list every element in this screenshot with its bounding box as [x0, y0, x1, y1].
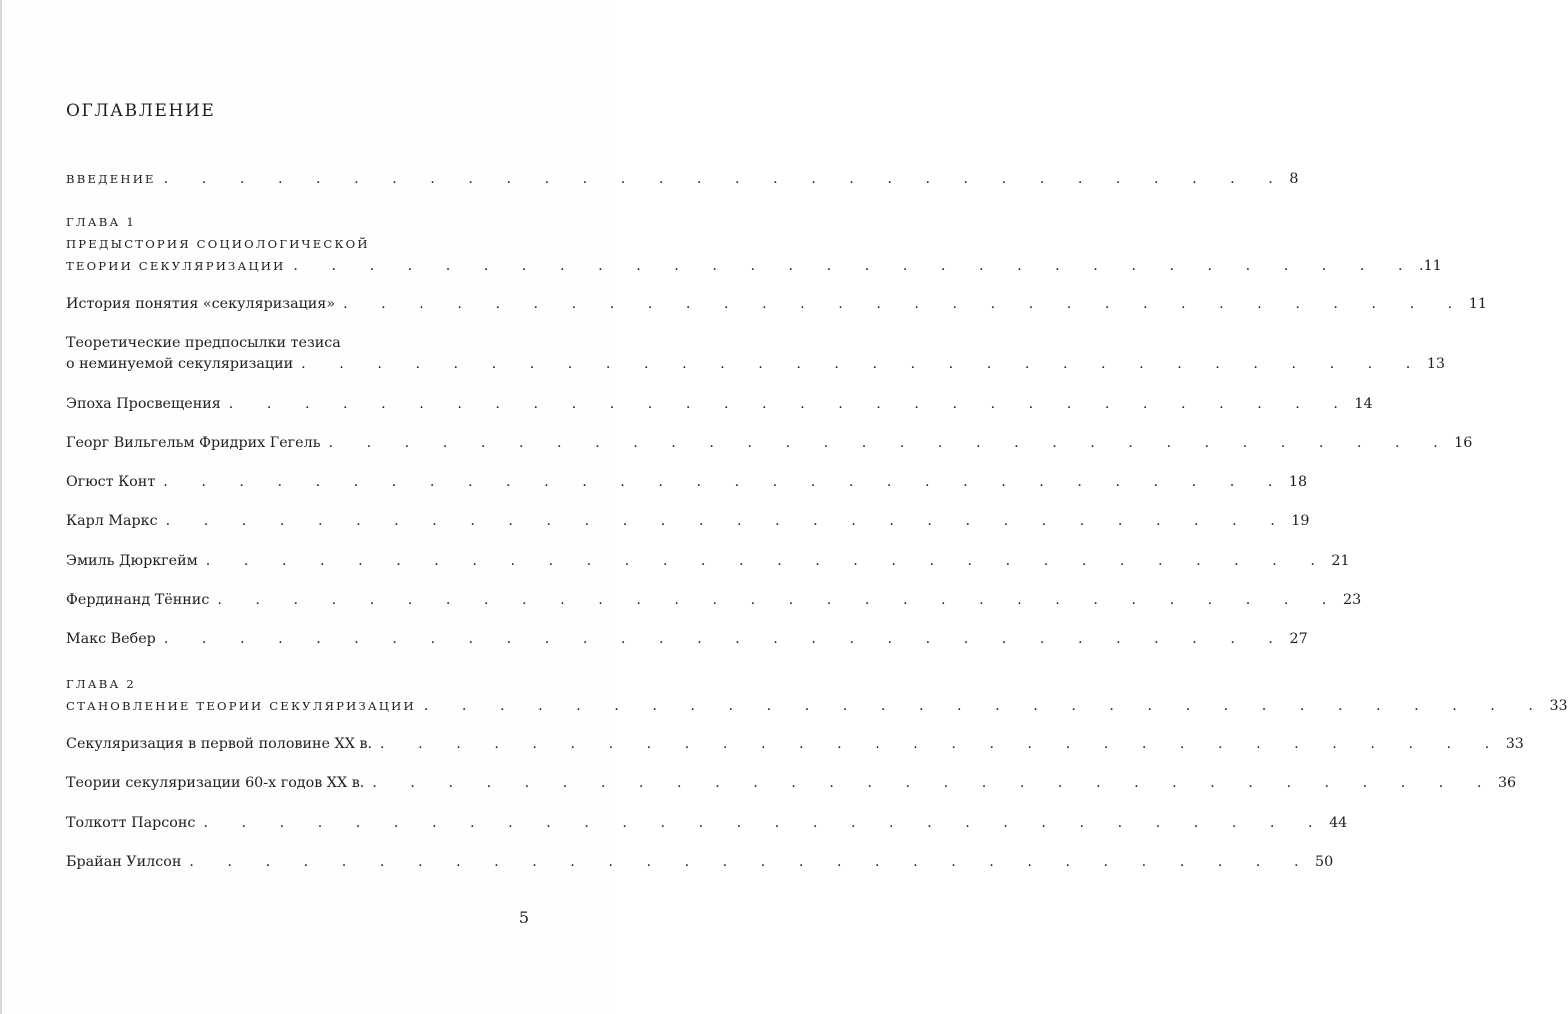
toc-entry-title: ВВЕДЕНИЕ	[66, 172, 156, 186]
toc-entry-title: Карл Маркс	[66, 513, 158, 529]
chapter-label: ГЛАВА 2	[66, 677, 136, 691]
chapter-title-line: СТАНОВЛЕНИЕ ТЕОРИИ СЕКУЛЯРИЗАЦИИ	[66, 699, 416, 713]
dot-leader: . . . . . . . . . . . . . . . . . . . . . . . . . . . . . .	[163, 631, 1288, 647]
toc-entry[interactable]	[66, 511, 1310, 532]
toc-entry-title: о неминуемой секуляризации	[66, 356, 294, 372]
toc-entry-title: Толкотт Парсонс	[66, 815, 196, 831]
toc-entry-title: Эпоха Просвещения	[66, 396, 221, 412]
toc-entry[interactable]	[66, 333, 1446, 375]
toc-entry-title: Брайан Уилсон	[66, 854, 182, 870]
toc-entry[interactable]	[66, 813, 1348, 834]
toc-page-number: 16	[1454, 435, 1473, 451]
dot-leader: . . . . . . . . . . . . . . . . . . . . . . . . . . . . . .	[423, 698, 1548, 714]
dot-leader: . . . . . . . . . . . . . . . . . . . . . . . . . . . . . .	[372, 775, 1496, 791]
dot-leader: . . . . . . . . . . . . . . . . . . . . . . . . . . . . . .	[293, 258, 1418, 274]
toc-page-number: 23	[1342, 592, 1362, 608]
dot-leader: . . . . . . . . . . . . . . . . . . . . . . . . . . . . . .	[189, 854, 1314, 870]
chapter-title-line: ПРЕДЫСТОРИЯ СОЦИОЛОГИЧЕСКОЙ	[66, 237, 370, 251]
toc-entry-title: Фердинанд Тённис	[66, 592, 210, 608]
dot-leader: . . . . . . . . . . . . . . . . . . . . . . . . . . . . . .	[163, 171, 1288, 187]
toc-entry-title: Эмиль Дюркгейм	[66, 553, 198, 569]
toc-page-number: 11	[1468, 296, 1487, 312]
toc-entry[interactable]	[66, 294, 1487, 315]
dot-leader: . . . . . . . . . . . . . . . . . . . . . . . . . . . . . .	[328, 435, 1453, 451]
toc-entry[interactable]	[66, 551, 1350, 572]
toc-page-number: 44	[1329, 815, 1348, 831]
dot-leader: . . . . . . . . . . . . . . . . . . . . . . . . . . . . . .	[301, 356, 1425, 372]
toc-entry-title: История понятия «секуляризация»	[66, 296, 336, 312]
toc-entry-title: Теоретические предпосылки тезиса	[66, 335, 341, 351]
dot-leader: . . . . . . . . . . . . . . . . . . . . . . . . . . . . . .	[343, 296, 1467, 312]
toc-page-number: 14	[1354, 396, 1373, 412]
toc-entry[interactable]	[66, 394, 1373, 415]
toc-page-number: 18	[1288, 474, 1308, 490]
toc-entry-title: Огюст Конт	[66, 474, 156, 490]
toc-entry-title: Секуляризация в первой половине XX в.	[66, 736, 373, 752]
toc-page-number: 36	[1497, 775, 1517, 791]
dot-leader: . . . . . . . . . . . . . . . . . . . . . . . . . . . . . .	[380, 736, 1504, 752]
toc-page-number: 33	[1505, 736, 1524, 752]
toc-entry[interactable]	[66, 629, 1308, 650]
toc-entry-title: Макс Вебер	[66, 631, 156, 647]
toc-entry[interactable]	[66, 773, 1517, 794]
toc-entry[interactable]	[66, 433, 1473, 454]
chapter-label: ГЛАВА 1	[66, 215, 136, 229]
toc-entry-chapter-1[interactable]	[66, 212, 1442, 278]
toc-page-number: 27	[1289, 631, 1308, 647]
toc-entry[interactable]	[66, 852, 1334, 873]
toc-entry-chapter-2[interactable]	[66, 674, 1568, 718]
toc-page-number: 19	[1291, 513, 1310, 529]
toc-page-number: 8	[1289, 171, 1299, 187]
toc-entry[interactable]	[66, 734, 1524, 755]
toc-entry[interactable]	[66, 590, 1362, 611]
dot-leader: . . . . . . . . . . . . . . . . . . . . . . . . . . . . . .	[203, 815, 1328, 831]
toc-page-number: 21	[1331, 553, 1350, 569]
page-number: 5	[518, 908, 529, 927]
dot-leader: . . . . . . . . . . . . . . . . . . . . . . . . . . . . . .	[165, 513, 1290, 529]
dot-leader: . . . . . . . . . . . . . . . . . . . . . . . . . . . . . .	[205, 553, 1330, 569]
toc-entry-title: Теории секуляризации 60-х годов XX в.	[66, 775, 365, 791]
toc-page-number: 50	[1315, 854, 1334, 870]
dot-leader: . . . . . . . . . . . . . . . . . . . . . . . . . . . . . .	[228, 396, 1353, 412]
dot-leader: . . . . . . . . . . . . . . . . . . . . . . . . . . . . . .	[163, 474, 1287, 490]
toc-page-number: 33	[1549, 698, 1568, 714]
toc-page-number: 13	[1426, 356, 1446, 372]
chapter-title-line: ТЕОРИИ СЕКУЛЯРИЗАЦИИ	[66, 259, 286, 273]
toc-entry-title: Георг Вильгельм Фридрих Гегель	[66, 435, 321, 451]
toc-entry[interactable]	[66, 472, 1308, 493]
toc-page-number: .11	[1419, 258, 1442, 274]
toc-entry-introduction[interactable]	[66, 169, 1299, 191]
page-title: ОГЛАВЛЕНИЕ	[66, 101, 216, 121]
dot-leader: . . . . . . . . . . . . . . . . . . . . . . . . . . . . . .	[217, 592, 1341, 608]
